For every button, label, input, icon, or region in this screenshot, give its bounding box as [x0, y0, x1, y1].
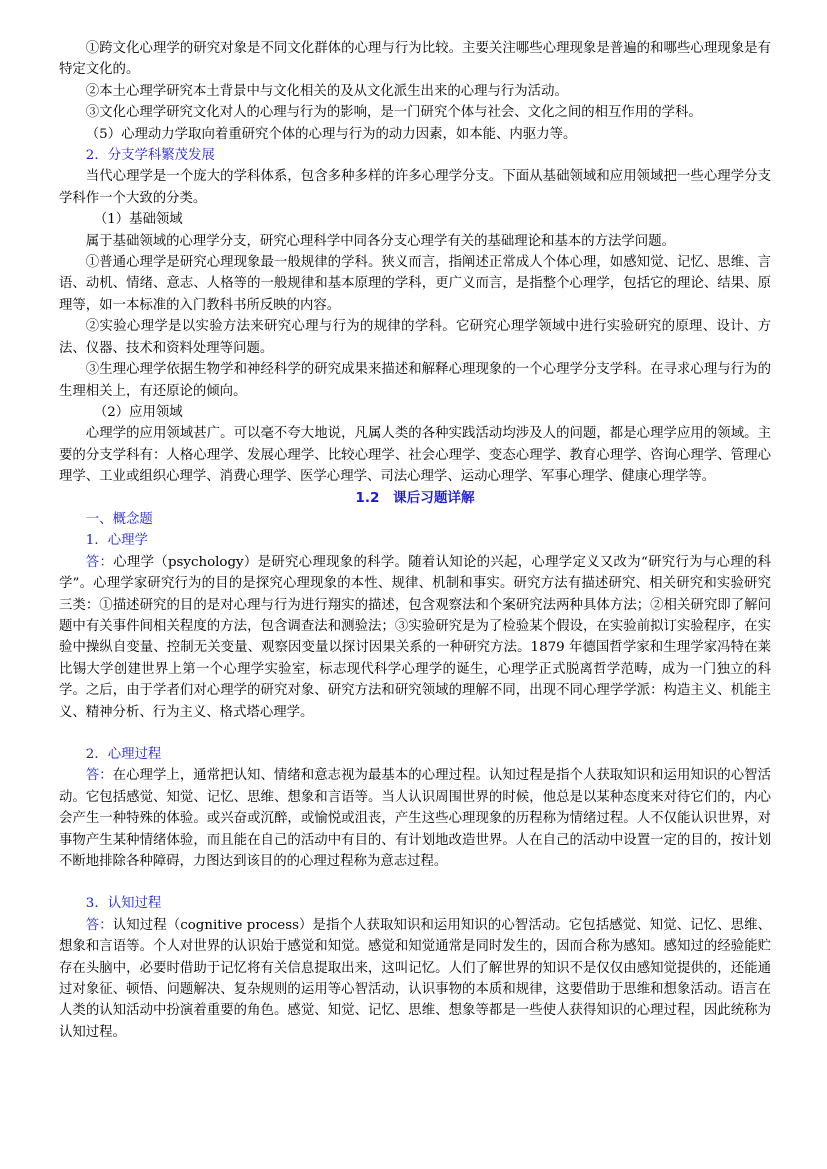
spacer	[59, 723, 771, 744]
category-heading: 一、概念题	[85, 511, 153, 527]
section-title: 1.2 课后习题详解	[355, 489, 475, 506]
paragraph-cultural: ③文化心理学研究文化对人的心理与行为的影响，是一门研究个体与社会、文化之间的相互作用的学科。	[85, 105, 702, 121]
paragraph-general-psychology: ①普通心理学是研究心理现象最一般规律的学科。狭义而言，指阐述正常成人个体心理，如感知觉、记忆、思维、言语、动机、情绪、意志、人格等的一般规律和基本原理的学科，更广义而言，是指整个心理学，包括它的理论、结果、原理等，如一本标准的入门教科书所反映的内容。	[59, 255, 771, 313]
q1-answer	[59, 552, 771, 723]
q3-heading: 3．认知过程	[85, 896, 162, 912]
spacer	[59, 872, 771, 893]
answer-label: 答：	[85, 917, 113, 933]
q2-answer-text: 在心理学上，通常把认知、情绪和意志视为最基本的心理过程。认知过程是指个人获取知识和运用知识的心智活动。它包括感觉、知觉、记忆、思维、想象和言语等。当人认识周围世界的时候，他总是以某种态度来对待它们的，内心会产生一种特殊的体验。或兴奋或沉醉，或愉悦或沮丧，产生这些心理现象的历程称为情绪过程。人不仅能认识世界，对事物产生某种情绪体验，而且能在自己的活动中有目的、有计划地改造世界。人在自己的活动中设置一定的目的，按计划不断地排除各种障碍，力图达到该目的的心理过程称为意志过程。	[59, 768, 771, 870]
paragraph-psychodynamic: （5）心理动力学取向着重研究个体的心理与行为的动力因素，如本能、内驱力等。	[85, 126, 577, 142]
paragraph-indigenous: ②本土心理学研究本土背景中与文化相关的及从文化派生出来的心理与行为活动。	[85, 83, 568, 99]
q1-answer-text: 心理学（psychology）是研究心理现象的科学。随着认知论的兴起，心理学定义又改为“研究行为与心理的科学”。心理学家研究行为的目的是探究心理现象的本性、规律、机制和事实。研究方法有描述研究、相关研究和实验研究三类：①描述研究的目的是对心理与行为进行翔实的描述，包含观察法和个案研究法两种具体方法；②相关研究即了解问题中有关事件间相关程度的方法，包含调查法和测验法；③实验研究是为了检验某个假设，在实验前拟订实验程序，在实验中操纵自变量、控制无关变量、观察因变量以探讨因果关系的一种研究方法。1879 年德国哲学家和生理学家冯特在莱比锡大学创建世界上第一个心理学实验室，标志现代科学心理学的诞生，心理学正式脱离哲学范畴，成为一门独立的科学。之后，由于学者们对心理学的研究对象、研究方法和研究领域的理解不同，出现不同心理学学派：构造主义、机能主义、精神分析、行为主义、格式塔心理学。	[59, 554, 771, 720]
q2-answer	[59, 765, 771, 872]
answer-label: 答：	[85, 554, 114, 570]
q3-answer-text: 认知过程（cognitive process）是指个人获取知识和运用知识的心智活动。它包括感觉、知觉、记忆、思维、想象和言语等。个人对世界的认识始于感觉和知觉。感觉和知觉通常是同时发生的，因而合称为感知。感知过的经验能贮存在头脑中，必要时借助于记忆将有关信息提取出来，这叫记忆。人们了解世界的知识不是仅仅由感知觉提供的，还能通过对象征、顿悟、问题解决、复杂规则的运用等心智活动，认识事物的本质和规律，这要借助于思维和想象活动。语言在人类的认知活动中扮演着重要的角色。感觉、知觉、记忆、思维、想象等都是一些使人获得知识的心理过程，因此统称为认知过程。	[59, 917, 772, 1040]
heading-branches: 2．分支学科繁茂发展	[85, 148, 215, 164]
q2-heading: 2．心理过程	[85, 747, 162, 762]
paragraph-applied-field: 心理学的应用领域甚广。可以毫不夸大地说，凡属人类的各种实践活动均涉及人的问题，都是心理学应用的领域。主要的分支学科有：人格心理学、发展心理学、比较心理学、社会心理学、变态心理学、教育心理学、咨询心理学、管理心理学、工业或组织心理学、消费心理学、医学心理学、司法心理学、运动心理学、军事心理学、健康心理学等。	[59, 426, 771, 485]
heading-basic-field: （1）基础领域	[93, 212, 183, 228]
heading-applied-field: （2）应用领域	[93, 404, 183, 420]
q3-answer	[59, 915, 771, 1043]
q1-heading: 1．心理学	[85, 533, 148, 549]
paragraph-cross-cultural: ①跨文化心理学的研究对象是不同文化群体的心理与行为比较。主要关注哪些心理现象是普遍的和哪些心理现象是有特定文化的。	[59, 41, 771, 78]
document-page	[59, 38, 771, 1043]
paragraph-physiological-psychology: ③生理心理学依据生物学和神经科学的研究成果来描述和解释心理现象的一个心理学分支学科。在寻求心理与行为的生理相关上，有还原论的倾向。	[59, 362, 771, 399]
paragraph-branches-intro: 当代心理学是一个庞大的学科体系，包含多种多样的许多心理学分支。下面从基础领域和应用领域把一些心理学分支学科作一个大致的分类。	[59, 169, 771, 206]
answer-label: 答：	[85, 768, 113, 784]
paragraph-basic-field: 属于基础领域的心理学分支，研究心理科学中同各分支心理学有关的基础理论和基本的方法学问题。	[85, 233, 675, 249]
paragraph-experimental-psychology: ②实验心理学是以实验方法来研究心理与行为的规律的学科。它研究心理学领域中进行实验研究的原理、设计、方法、仪器、技术和资料处理等问题。	[59, 319, 771, 356]
